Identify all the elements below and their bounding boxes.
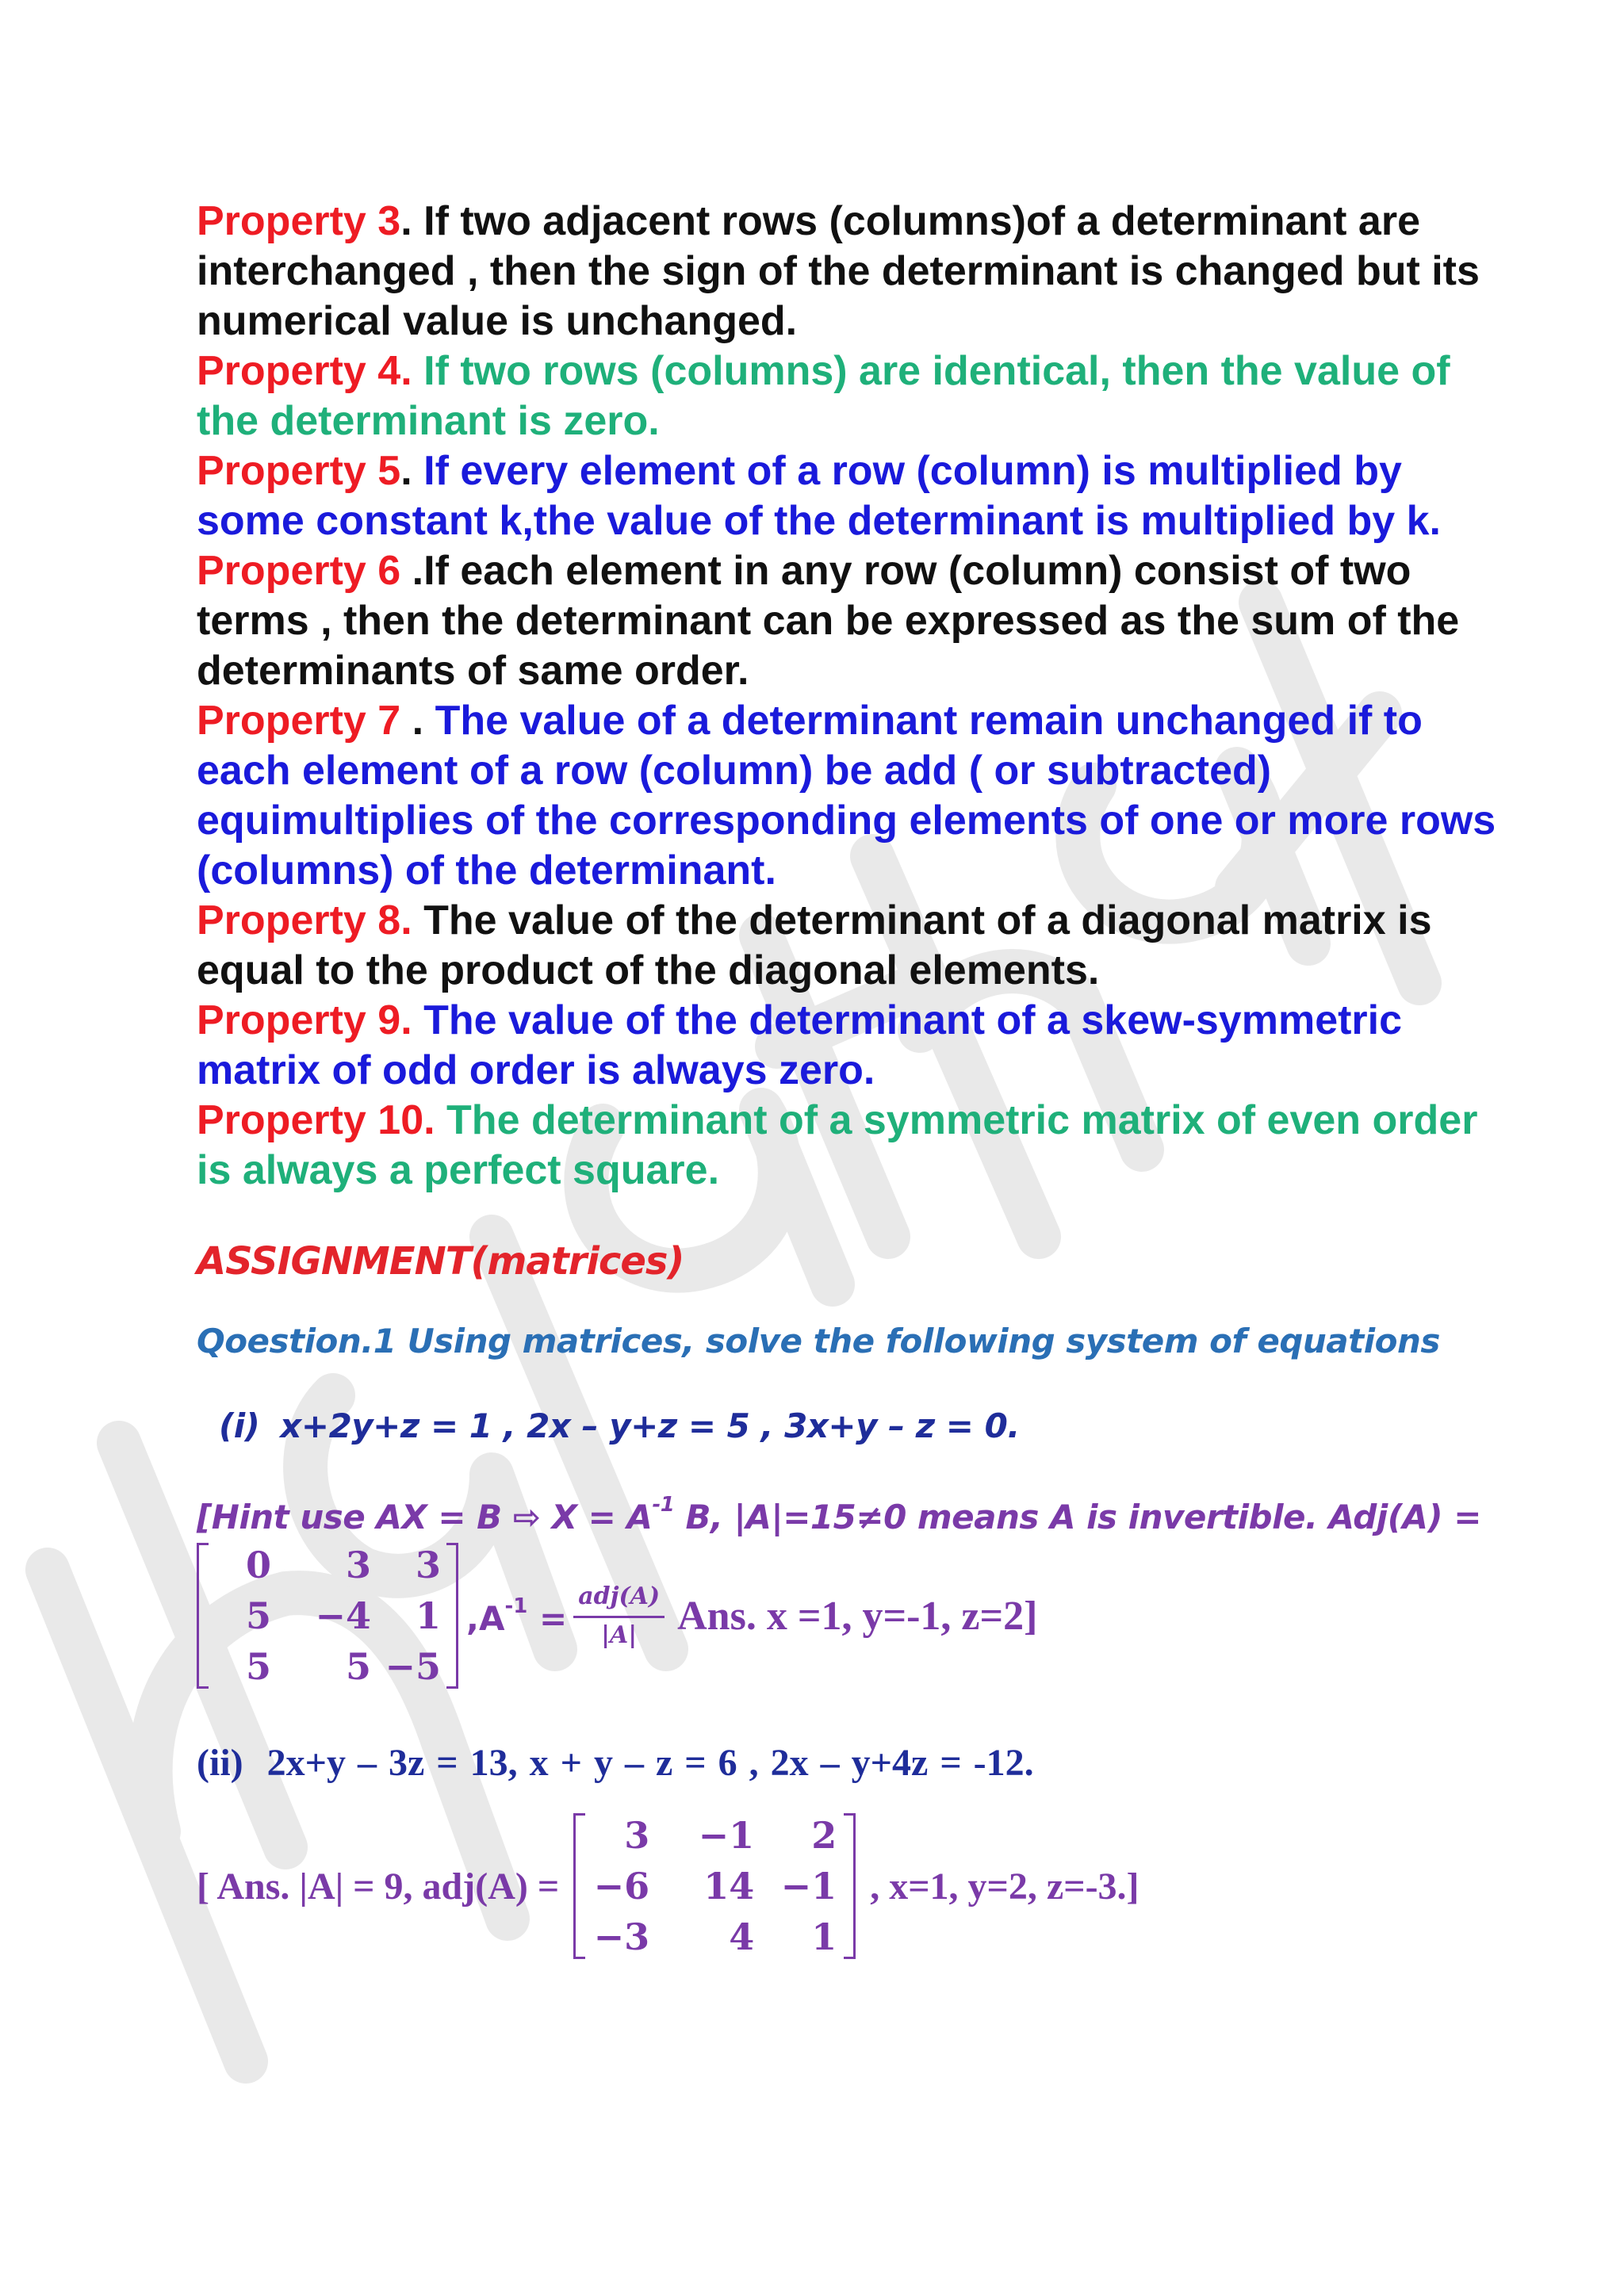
a-inverse-label — [466, 1594, 567, 1638]
equations-text: 2x+y – 3z = 13, x + y – z = 6 , 2x – y+4z = -12. — [266, 1742, 1034, 1784]
a-inverse-exponent: -1 — [504, 1594, 528, 1618]
property-separator: . — [400, 698, 435, 744]
question-1: Qoestion.1 Using matrices, solve the following system of equations — [197, 1322, 1440, 1360]
matrix-cell: 1 — [415, 1594, 441, 1637]
matrix-cell: 3 — [624, 1814, 650, 1857]
property-label: Property 8 — [197, 897, 401, 943]
property-text: If two adjacent rows (columns)of a determinant are interchanged , then the sign of the determinant is changed but its numerical value is unchanged. — [197, 198, 1480, 344]
property-separator: . — [400, 548, 424, 594]
property-5 — [197, 446, 1513, 546]
hint-prefix: [Hint use AX = B ⇨ X = A — [197, 1498, 653, 1536]
property-separator: . — [400, 348, 424, 394]
matrix-cell: −5 — [385, 1645, 441, 1688]
property-separator: . — [400, 448, 424, 494]
fraction-numerator: adj(A) — [573, 1581, 665, 1618]
matrix-cell: 4 — [729, 1915, 755, 1958]
property-text: If each element in any row (column) consist of two terms , then the determinant can be expressed as the sum of the determinants of same order. — [197, 548, 1460, 694]
property-separator: . — [400, 897, 424, 943]
property-label: Property 6 — [197, 548, 401, 594]
property-label: Property 3 — [197, 198, 401, 244]
hint-suffix: B, |A|=15≠0 means A is invertible. Adj(A) = — [674, 1498, 1481, 1536]
matrix-cell: 0 — [245, 1544, 271, 1586]
page-content — [197, 197, 1513, 1964]
adj-matrix-1 — [197, 1538, 458, 1693]
property-label: Property 5 — [197, 448, 401, 494]
matrix-cell: 5 — [245, 1645, 271, 1688]
property-text: The value of a determinant remain unchanged if to each element of a row (column) be add ( or subtracted) equimultiplies of the corresponding elements of one or more rows (columns) of the determinant. — [197, 698, 1496, 894]
property-text: If every element of a row (column) is multiplied by some constant k,the value of the determinant is multiplied by k. — [197, 448, 1441, 544]
property-10 — [197, 1096, 1513, 1196]
property-3 — [197, 197, 1513, 346]
property-4 — [197, 346, 1513, 446]
equations-text: x+2y+z = 1 , 2x – y+z = 5 , 3x+y – z = 0. — [280, 1406, 1020, 1445]
property-6 — [197, 546, 1513, 696]
matrix-cell: 2 — [811, 1814, 837, 1857]
property-separator: . — [400, 997, 424, 1043]
property-label: Property 4 — [197, 348, 401, 394]
property-text: The value of the determinant of a diagonal matrix is equal to the product of the diagonal elements. — [197, 897, 1432, 993]
hint-exponent: -1 — [652, 1493, 675, 1517]
matrix-cell: 5 — [345, 1645, 371, 1688]
property-label: Property 9 — [197, 997, 401, 1043]
fraction-denominator: |A| — [601, 1621, 638, 1649]
property-8 — [197, 896, 1513, 996]
part-label: (ii) — [197, 1742, 243, 1784]
answer-1: Ans. x =1, y=-1, z=2] — [677, 1593, 1038, 1639]
inverse-fraction — [573, 1581, 665, 1651]
answer-2-row — [197, 1808, 1513, 1964]
hint-matrix-row — [197, 1538, 1513, 1693]
property-separator: . — [400, 198, 424, 244]
answer-2-suffix: , x=1, y=2, z=-3.] — [870, 1865, 1139, 1908]
matrix-cell: −1 — [780, 1865, 837, 1908]
properties-list — [197, 197, 1513, 1196]
matrix-cell: −6 — [593, 1865, 650, 1908]
hint-line — [197, 1493, 1513, 1536]
part-i-equations — [219, 1406, 1513, 1445]
matrix-cell: −1 — [698, 1814, 755, 1857]
adj-matrix-2 — [573, 1808, 856, 1964]
property-9 — [197, 996, 1513, 1096]
matrix-cell: 3 — [345, 1544, 371, 1586]
matrix-cell: 14 — [703, 1865, 755, 1908]
property-label: Property 7 — [197, 698, 401, 744]
matrix-cell: 1 — [811, 1915, 837, 1958]
part-ii-equations — [197, 1741, 1513, 1785]
property-text: If two rows (columns) are identical, then the value of the determinant is zero. — [197, 348, 1450, 444]
a-inverse-prefix: ,A — [466, 1598, 505, 1638]
matrix-cell: 3 — [415, 1544, 441, 1586]
property-text: The determinant of a symmetric matrix of even order is always a perfect square. — [197, 1097, 1478, 1193]
matrix-cell: −4 — [315, 1594, 371, 1637]
a-inverse-equals: = — [527, 1598, 568, 1638]
matrix-cell: −3 — [593, 1915, 650, 1958]
property-separator: . — [423, 1097, 447, 1143]
part-label: (i) — [219, 1406, 260, 1445]
assignment-title: ASSIGNMENT(matrices) — [197, 1239, 684, 1284]
property-label: Property 10 — [197, 1097, 424, 1143]
matrix-cell: 5 — [245, 1594, 271, 1637]
property-text: The value of the determinant of a skew-symmetric matrix of odd order is always zero. — [197, 997, 1403, 1093]
property-7 — [197, 696, 1513, 896]
answer-2-prefix: [ Ans. |A| = 9, adj(A) = — [197, 1865, 560, 1908]
